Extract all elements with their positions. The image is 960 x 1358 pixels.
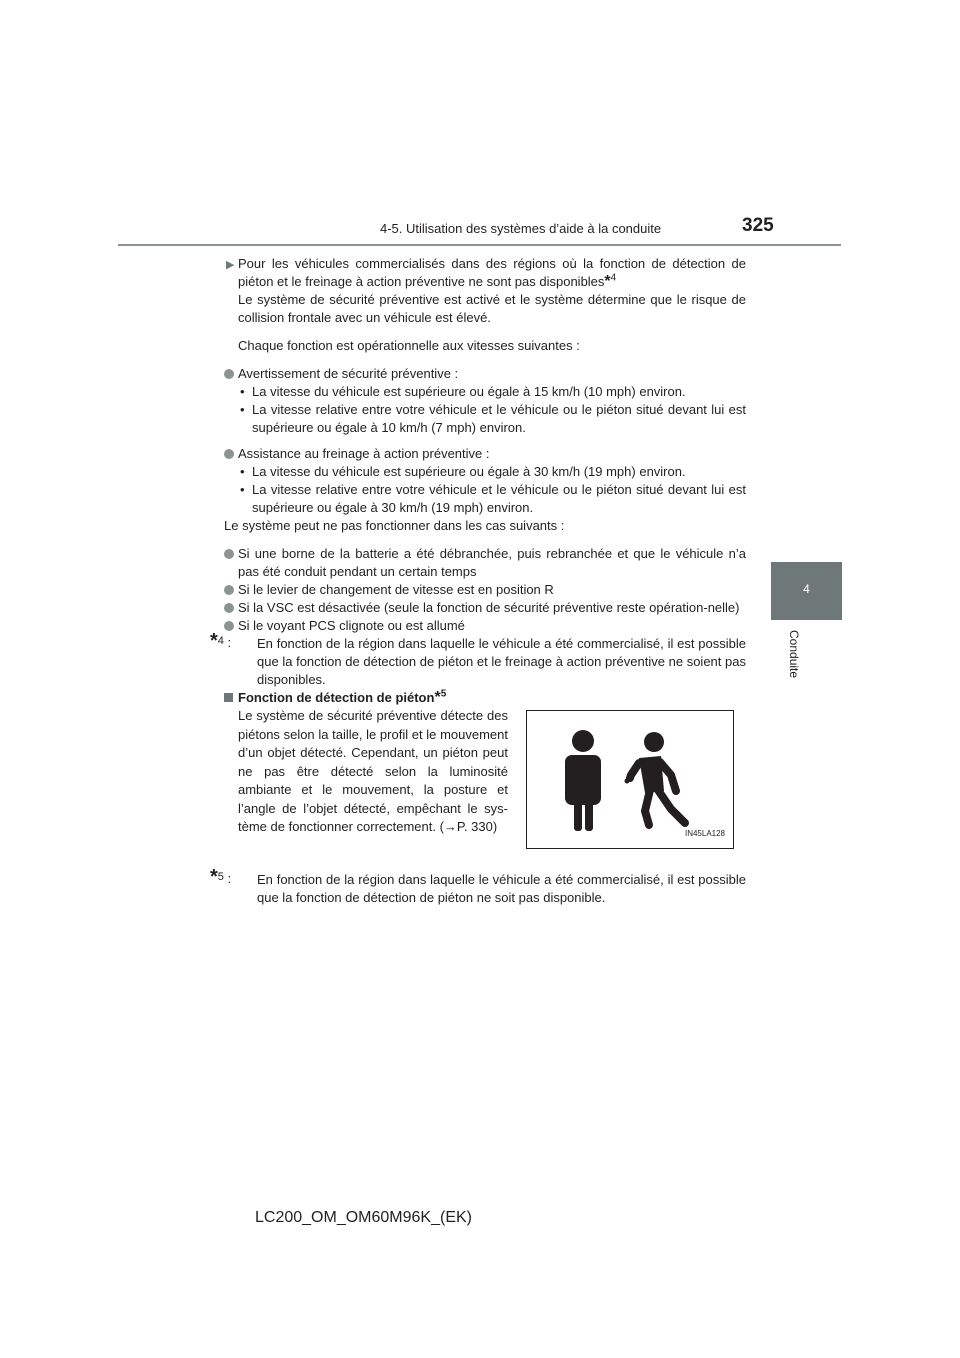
header-section-title: 4-5. Utilisation des systèmes d’aide à la conduite [380,221,662,236]
bullet-item-case: Si une borne de la batterie a été débranchée, puis rebranchée et que le véhicule n’a pas été conduit pendant un certain temps [200,545,746,581]
paragraph-speeds: Chaque fonction est opérationnelle aux vitesses suivantes : [238,338,580,353]
footnote-marker: *$^5$ : [210,866,232,888]
footnote-star-icon: * [434,689,441,706]
pedestrian-description: Le système de sécurité préventive détecte des piétons selon la taille, le profil et le mouvement d’un objet détecté. Cependant, un piéton peut ne pas être détecté selon la luminosité ambiante et le mouvement, la posture et l’angle de l’objet détecté, empêchant le sys-tème de fonctionner correctement. (→P. 330) [238,708,508,834]
bullet-item-case: Si le voyant PCS clignote ou est allumé [200,617,746,635]
chapter-number: 4 [803,582,810,596]
chapter-tab [771,562,842,620]
sublist-brake [200,463,746,517]
bullet-dot-icon [224,603,234,613]
pedestrian-block [200,707,746,855]
bullet-dot-icon [224,369,234,379]
item-vehicles-text: Pour les véhicules commercialisés dans des régions où la fonction de détection de piéton et le freinage à action préventive ne sont pas disponibles [238,256,746,289]
footnote-star-icon: * [210,630,218,652]
footnote-ref: 4 [610,272,617,284]
bullet-dot-icon [224,449,234,459]
section-heading-pedestrian: Fonction de détection de piéton*$^5$ [200,689,746,707]
bullet-item-warning: Avertissement de sécurité préventive : [200,365,746,383]
triangle-bullet-icon: ▶ [226,259,235,271]
header-rule [118,244,841,246]
bullet-item-case: Si la VSC est désactivée (seule la fonction de sécurité préventive reste opération-nelle) [200,599,746,617]
footnote-star-icon: * [604,273,611,290]
sub-bullet-icon: • [240,464,245,479]
chapter-label-text: Conduite [787,630,801,679]
sub-bullet-icon: • [240,402,245,417]
paragraph-not-working: Le système peut ne pas fonctionner dans les cas suivants : [224,518,565,533]
pedestrian-figure [526,710,734,849]
chapter-label [783,630,807,690]
square-bullet-icon [224,693,233,702]
footnote-marker: *$^4$ : [210,630,232,652]
bullet-dot-icon [224,585,234,595]
sub-item: • La vitesse relative entre votre véhicule et le véhicule ou le piéton situé devant lui est supérieure ou égale à 30 km/h (19 mph) environ. [240,482,746,515]
sub-item: • La vitesse du véhicule est supérieure ou égale à 30 km/h (19 mph) environ. [240,464,686,479]
footnote-star-icon: * [210,866,218,888]
paragraph-activated: Le système de sécurité préventive est activé et le système détermine que le risque de collision frontale avec un véhicule est élevé. [238,292,746,325]
sub-item: • La vitesse du véhicule est supérieure ou égale à 15 km/h (10 mph) environ. [240,384,686,399]
figure-code: IN45LA128 [684,829,725,838]
bullet-item-brake: Assistance au freinage à action préventive : [200,445,746,463]
sublist-warning [200,383,746,437]
sub-bullet-icon: • [240,482,245,497]
sub-item: • La vitesse relative entre votre véhicule et le véhicule ou le piéton situé devant lui est supérieure ou égale à 10 km/h (7 mph) environ. [240,402,746,435]
bullet-dot-icon [224,549,234,559]
triangle-list-item [200,255,746,291]
footnote-5: *$^5$ : En fonction de la région dans laquelle le véhicule a été commercialisé, il est possible que la fonction de détection de piéton ne soit pas disponible. [210,866,746,905]
page-content [200,255,746,907]
sub-bullet-icon: • [240,384,245,399]
page-number: 325 [742,215,774,236]
bullet-dot-icon [224,621,234,631]
bullet-item-case: Si le levier de changement de vitesse est en position R [200,581,746,599]
footer-code: LC200_OM_OM60M96K_(EK) [255,1209,472,1226]
footnote-4: *$^4$ : En fonction de la région dans laquelle le véhicule a été commercialisé, il est possible que la fonction de détection de piéton et le freinage à action préventive ne soient pas disponibles. [210,630,746,687]
